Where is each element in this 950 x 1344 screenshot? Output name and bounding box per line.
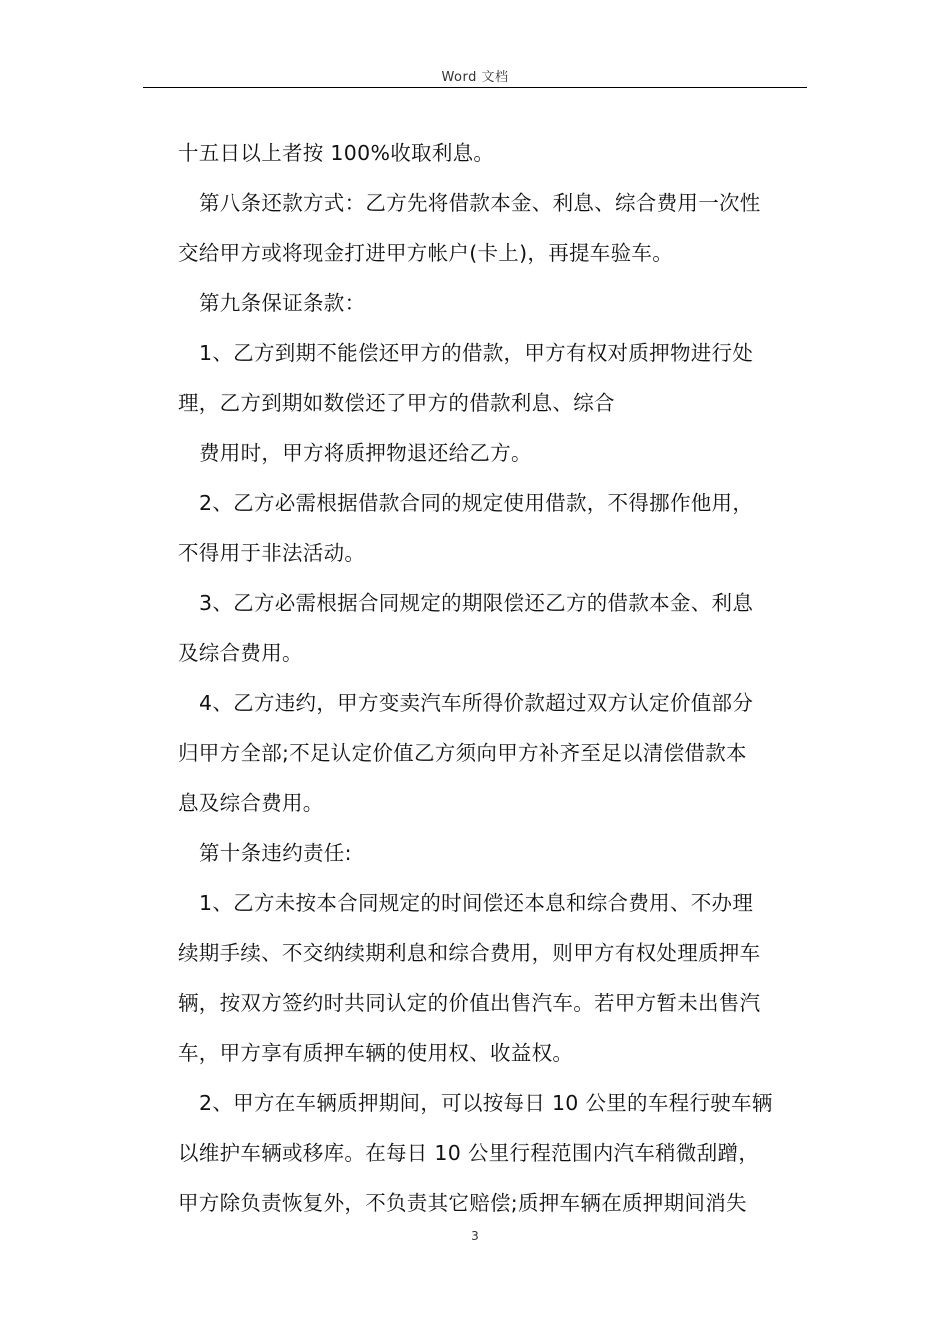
document-text-line: 第九条保证条款： <box>199 291 366 315</box>
document-text-line: 辆，按双方签约时共同认定的价值出售汽车。若甲方暂未出售汽 <box>178 991 761 1015</box>
document-text-line: 3、乙方必需根据合同规定的期限偿还乙方的借款本金、利息 <box>199 591 754 615</box>
page-header: Word 文档 <box>441 70 509 85</box>
document-text-line: 十五日以上者按 100%收取利息。 <box>178 141 495 165</box>
document-text-line: 费用时，甲方将质押物退还给乙方。 <box>199 441 532 465</box>
document-text-line: 理，乙方到期如数偿还了甲方的借款利息、综合 <box>178 391 615 415</box>
document-text-line: 车，甲方享有质押车辆的使用权、收益权。 <box>178 1041 574 1065</box>
page-number: 3 <box>471 1229 479 1243</box>
document-text-line: 4、乙方违约，甲方变卖汽车所得价款超过双方认定价值部分 <box>199 691 754 715</box>
document-text-line: 续期手续、不交纳续期利息和综合费用，则甲方有权处理质押车 <box>178 941 761 965</box>
document-text-line: 第八条还款方式：乙方先将借款本金、利息、综合费用一次性 <box>199 191 761 215</box>
document-text-line: 以维护车辆或移库。在每日 10 公里行程范围内汽车稍微刮蹭， <box>178 1141 760 1165</box>
document-text-line: 1、乙方未按本合同规定的时间偿还本息和综合费用、不办理 <box>199 891 754 915</box>
document-text-line: 不得用于非法活动。 <box>178 541 366 565</box>
document-text-line: 2、甲方在车辆质押期间，可以按每日 10 公里的车程行驶车辆 <box>199 1091 773 1115</box>
header-divider <box>143 87 807 88</box>
document-text-line: 甲方除负责恢复外，不负责其它赔偿;质押车辆在质押期间消失 <box>178 1191 747 1215</box>
document-text-line: 及综合费用。 <box>178 641 303 665</box>
document-body <box>178 128 818 1228</box>
document-text-line: 2、乙方必需根据借款合同的规定使用借款，不得挪作他用， <box>199 491 754 515</box>
document-text-line: 第十条违约责任: <box>199 841 352 865</box>
document-text-line: 息及综合费用。 <box>178 791 324 815</box>
document-text-line: 1、乙方到期不能偿还甲方的借款，甲方有权对质押物进行处 <box>199 341 754 365</box>
document-text-line: 归甲方全部;不足认定价值乙方须向甲方补齐至足以清偿借款本 <box>178 741 747 765</box>
document-text-line: 交给甲方或将现金打进甲方帐户(卡上)，再提车验车。 <box>178 241 673 265</box>
